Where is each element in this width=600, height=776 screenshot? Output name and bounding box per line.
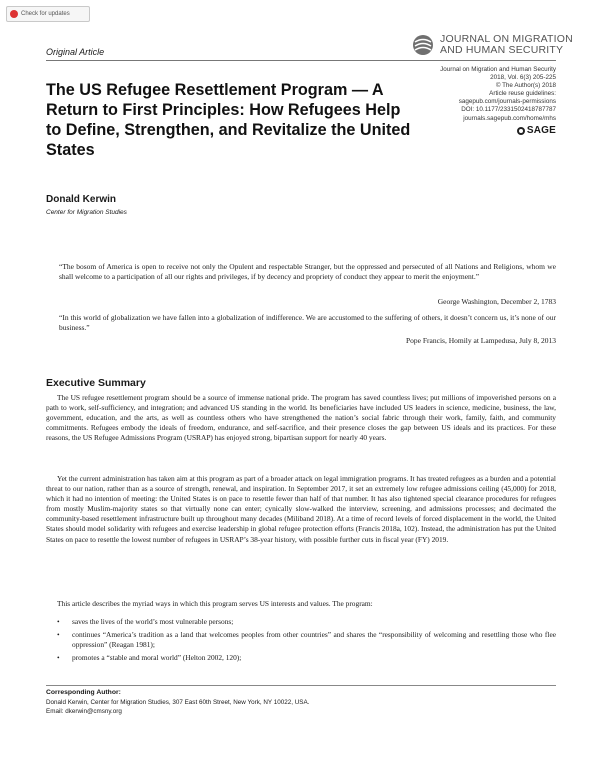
epigraph-attribution: Pope Francis, Homily at Lampedusa, July 8, 2013 <box>406 336 556 345</box>
header-divider <box>46 60 556 61</box>
bullet-icon: • <box>57 653 60 663</box>
section-heading: Executive Summary <box>46 377 146 389</box>
list-item-text: promotes a “stable and moral world” (Helton 2002, 120); <box>72 653 242 663</box>
journal-home-link[interactable]: journals.sagepub.com/home/mhs <box>463 114 556 122</box>
bullet-icon: • <box>57 630 60 640</box>
list-item <box>46 653 556 663</box>
bullet-icon: • <box>57 617 60 626</box>
article-metadata <box>440 66 556 123</box>
check-for-updates-badge[interactable] <box>6 6 90 22</box>
bullet-list <box>46 617 556 666</box>
list-item-text: saves the lives of the world’s most vulnerable persons; <box>72 617 234 626</box>
body-paragraph: This article describes the myriad ways in which this program serves US interests and values. The program: <box>57 599 373 608</box>
epigraph-quote: “In this world of globalization we have fallen into a globalization of indifference. We are accustomed to the suffering of others, it doesn’t concern us, it’s none of our business.” <box>59 313 556 333</box>
journal-name-line: JOURNAL ON MIGRATION <box>440 33 573 45</box>
reuse-label: Article reuse guidelines: <box>489 90 556 98</box>
journal-emblem-icon <box>412 34 434 56</box>
check-for-updates-label: Check for updates <box>21 11 70 17</box>
epigraph-attribution: George Washington, December 2, 1783 <box>437 297 556 306</box>
volume-pages: 2018, Vol. 6(3) 205-225 <box>490 74 556 82</box>
footer-divider <box>46 685 556 686</box>
copyright: © The Author(s) 2018 <box>495 82 556 90</box>
journal-logo <box>412 34 573 56</box>
body-paragraph: Yet the current administration has taken aim at this program as part of a broader attack on legal immigration programs. It has treated refugees as a burden and a potential threat to our nation, rather than as a source of strength, renewal, and inspiration. In September 2017, it set an extremely low refugee admissions ceiling (45,000) for 2018, which it had no intention of meeting: the United States is on pace to resettle fewer than half of that number. It has also tightened special clearance procedures for refugees from mostly Muslim-majority states so that virtually none can enter; cynically slow-walked the interview, screening, and admissions processes; and decimated the community-based resettlement infrastructure built up throughout many decades (Miliband 2018). At a time of record levels of forced displacement in the world, the United States should model solidarity with refugees and exercise leadership in global refugee protection efforts (Francis 2018a, 102). Instead, the administration has put the United States on pace to resettle the lowest number of refugees in USRAP’s 38-year history, with possible further cuts in fiscal year (FY) 2019. <box>46 474 556 544</box>
author-name: Donald Kerwin <box>46 194 117 205</box>
corresponding-author-heading: Corresponding Author: <box>46 689 121 696</box>
doi-link[interactable]: DOI: 10.1177/2331502418787787 <box>461 106 556 114</box>
author-affiliation: Center for Migration Studies <box>46 209 127 216</box>
list-item-text: continues “America’s tradition as a land that welcomes peoples from other countries” and shares the “responsibility of welcoming and resettling those who flee oppression” (Reagan 1981); <box>72 630 556 650</box>
article-title: The US Refugee Resettlement Program — A Return to First Principles: How Refugees Help to Define, Strengthen, and Revitalize the United States <box>46 81 411 159</box>
sage-logo <box>517 125 556 136</box>
crossmark-icon <box>10 10 18 18</box>
article-type: Original Article <box>46 47 105 57</box>
body-paragraph: The US refugee resettlement program should be a source of immense national pride. The program has saved countless lives; put millions of impoverished persons on a path to work, self-sufficiency, and integration; and advanced US standing in the world. Its beneficiaries have included US leaders in science, medicine, business, the law, government, education, and the arts, as well as countless others who have strengthened the nation’s social fabric through their work, family, faith, and community commitments. Refugees embody the ideals of freedom, endurance, and self-sacrifice, and their presence closes the gap between US ideals and its practices. For these reasons, the US Refugee Admissions Program (USRAP) has enjoyed strong, bipartisan support for nearly 40 years. <box>46 393 556 443</box>
publisher-name: SAGE <box>526 125 556 136</box>
journal-citation: Journal on Migration and Human Security <box>440 66 556 73</box>
list-item <box>46 630 556 650</box>
sage-ring-icon <box>517 127 525 135</box>
journal-name-line: AND HUMAN SECURITY <box>440 44 564 56</box>
corresponding-author-email[interactable]: Email: dkerwin@cmsny.org <box>46 708 122 715</box>
epigraph-quote: “The bosom of America is open to receive not only the Opulent and respectable Stranger, but the oppressed and persecuted of all Nations and Religions, whom we shall welcome to a participation of all our rights and privileges, if by decency and propriety of conduct they appear to merit the enjoyment.” <box>59 262 556 282</box>
permissions-link[interactable]: sagepub.com/journals-permissions <box>458 98 556 106</box>
list-item <box>46 617 556 627</box>
corresponding-author-address: Donald Kerwin, Center for Migration Studies, 307 East 60th Street, New York, NY 10022, USA. <box>46 699 310 706</box>
journal-name <box>440 34 573 56</box>
